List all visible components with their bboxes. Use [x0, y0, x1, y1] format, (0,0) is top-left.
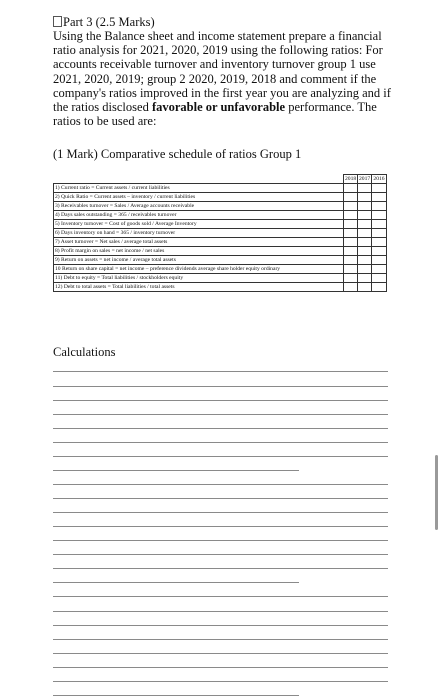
answer-line[interactable] [53, 386, 388, 387]
answer-line[interactable] [53, 695, 299, 696]
ratio-label: 5) Inventory turnover = Cost of goods sold / Average Inventory [54, 220, 344, 229]
table-cell[interactable] [344, 202, 358, 211]
ratios-table [53, 174, 387, 292]
year-header: 2017 [359, 175, 371, 182]
table-cell[interactable] [344, 247, 358, 256]
table-cell[interactable] [358, 274, 372, 283]
table-cell[interactable] [344, 220, 358, 229]
table-cell[interactable] [372, 247, 387, 256]
table-cell[interactable] [372, 256, 387, 265]
table-row [54, 283, 387, 292]
table-row [54, 211, 387, 220]
table-row [54, 193, 387, 202]
answer-line[interactable] [53, 667, 388, 668]
table-header-blank [54, 175, 344, 184]
table-cell[interactable] [344, 265, 358, 274]
table-row [54, 247, 387, 256]
answer-line[interactable] [53, 582, 299, 583]
ratio-label: 11) Debt to equity = Total liabilities / stockholders equity [54, 274, 344, 283]
unfavorable-bold: or unfavorable [205, 100, 286, 115]
table-cell[interactable] [358, 220, 372, 229]
table-cell[interactable] [358, 202, 372, 211]
answer-line[interactable] [53, 681, 388, 682]
answer-line[interactable] [53, 611, 388, 612]
ratio-label: 10 Return on share capital = net income – preference dividends average share holder equity ordinary [54, 265, 344, 274]
table-row [54, 238, 387, 247]
table-cell[interactable] [344, 256, 358, 265]
table-row [54, 256, 387, 265]
table-cell[interactable] [344, 238, 358, 247]
calculations-heading: Calculations [53, 345, 116, 359]
year-header: 2016 [373, 175, 385, 182]
table-header-row [54, 175, 387, 184]
table-cell[interactable] [372, 202, 387, 211]
answer-line[interactable] [53, 596, 388, 597]
part-heading: Part 3 (2.5 Marks) [53, 15, 155, 29]
table-cell[interactable] [372, 265, 387, 274]
table-cell[interactable] [358, 238, 372, 247]
table-row [54, 220, 387, 229]
answer-line[interactable] [53, 653, 388, 654]
table-cell[interactable] [372, 274, 387, 283]
table-cell[interactable] [358, 229, 372, 238]
ratio-label: 6) Days inventory on hand = 365 / inventory turnover [54, 229, 344, 238]
answer-line[interactable] [53, 526, 388, 527]
answer-line[interactable] [53, 484, 388, 485]
instructions-paragraph: Using the Balance sheet and income statement prepare a financial ratio analysis for 2021, 2020, 2019 using the following ratios: For accounts receivable turnover and inventory turnover group 1 use 2021, 2020, 2019; group 2 2020, 2019, 2018 and comment if the company's ratios improved in the first year you are analyzing and if the ratios disclosed favorable or unfavorable performance. The ratios to be used are: [53, 29, 391, 129]
checkbox-icon[interactable] [53, 16, 62, 27]
table-cell[interactable] [344, 274, 358, 283]
table-row [54, 274, 387, 283]
table-cell[interactable] [344, 229, 358, 238]
answer-line[interactable] [53, 414, 388, 415]
table-cell[interactable] [358, 211, 372, 220]
answer-line[interactable] [53, 400, 388, 401]
ratio-label: 8) Profit margin on sales = net income / net sales [54, 247, 344, 256]
table-cell[interactable] [372, 238, 387, 247]
table-cell[interactable] [372, 220, 387, 229]
table-row [54, 184, 387, 193]
answer-line[interactable] [53, 470, 299, 471]
answer-line[interactable] [53, 456, 388, 457]
table-cell[interactable] [344, 184, 358, 193]
ratio-label: 7) Asset turnover = Net sales / average total assets [54, 238, 344, 247]
ratio-label: 2) Quick Ratio = Current assets – inventory / current liabilities [54, 193, 344, 202]
table-row [54, 229, 387, 238]
answer-line[interactable] [53, 498, 388, 499]
table-row [54, 265, 387, 274]
answer-line[interactable] [53, 639, 388, 640]
favorable-bold: favorable [151, 100, 203, 115]
table-cell[interactable] [358, 184, 372, 193]
ratio-label: 4) Days sales outstanding = 365 / receivables turnover [54, 211, 344, 220]
table-cell[interactable] [344, 283, 358, 292]
table-cell[interactable] [344, 193, 358, 202]
answer-line[interactable] [53, 512, 388, 513]
answer-line[interactable] [53, 442, 388, 443]
answer-line[interactable] [53, 540, 388, 541]
answer-line[interactable] [53, 625, 388, 626]
schedule-subheading: (1 Mark) Comparative schedule of ratios Group 1 [53, 147, 302, 161]
table-cell[interactable] [358, 193, 372, 202]
table-cell[interactable] [372, 229, 387, 238]
answer-line[interactable] [53, 568, 388, 569]
table-cell[interactable] [344, 211, 358, 220]
answer-line[interactable] [53, 428, 388, 429]
table-cell[interactable] [358, 256, 372, 265]
ratio-label: 9) Return on assets = net income / average total assets [54, 256, 344, 265]
ratio-label: 1) Current ratio = Current assets / current liabilities [54, 184, 344, 193]
year-header: 2018 [345, 175, 357, 182]
scrollbar-thumb[interactable] [435, 455, 438, 530]
table-cell[interactable] [358, 265, 372, 274]
table-cell[interactable] [372, 283, 387, 292]
table-cell[interactable] [358, 283, 372, 292]
table-cell[interactable] [358, 247, 372, 256]
answer-line[interactable] [53, 554, 388, 555]
answer-line[interactable] [53, 371, 388, 372]
ratio-label: 12) Debt to total assets = Total liabilities / total assets [54, 283, 344, 292]
ratio-label: 3) Receivables turnover = Sales / Average accounts receivable [54, 202, 344, 211]
table-cell[interactable] [372, 211, 387, 220]
table-row [54, 202, 387, 211]
table-cell[interactable] [372, 184, 387, 193]
table-cell[interactable] [372, 193, 387, 202]
